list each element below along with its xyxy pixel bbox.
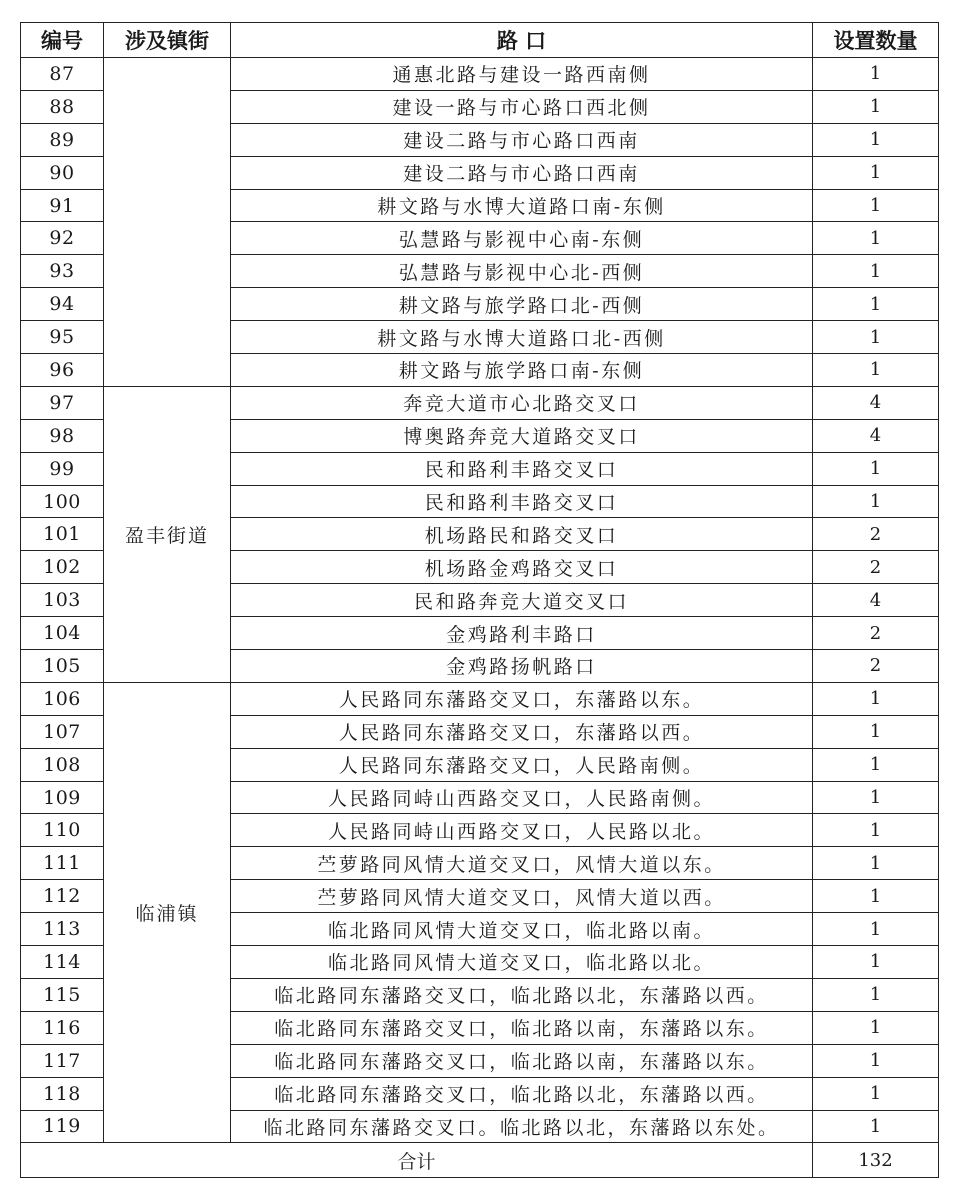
quantity-cell: 2 bbox=[813, 551, 939, 584]
row-number: 93 bbox=[21, 255, 104, 288]
intersection-cell: 临北路同风情大道交叉口，临北路以南。 bbox=[231, 913, 813, 946]
header-intersection: 路 口 bbox=[231, 23, 813, 58]
quantity-cell: 1 bbox=[813, 1077, 939, 1110]
row-number: 112 bbox=[21, 880, 104, 913]
table-row bbox=[21, 386, 939, 419]
intersection-cell: 临北路同东藩路交叉口。临北路以北，东藩路以东处。 bbox=[231, 1110, 813, 1143]
total-label: 合计 bbox=[21, 1143, 813, 1178]
quantity-cell: 1 bbox=[813, 978, 939, 1011]
row-number: 106 bbox=[21, 682, 104, 715]
quantity-cell: 1 bbox=[813, 781, 939, 814]
quantity-cell: 4 bbox=[813, 386, 939, 419]
intersection-cell: 人民路同峙山西路交叉口，人民路南侧。 bbox=[231, 781, 813, 814]
row-number: 117 bbox=[21, 1044, 104, 1077]
row-number: 109 bbox=[21, 781, 104, 814]
intersection-cell: 机场路民和路交叉口 bbox=[231, 518, 813, 551]
intersection-cell: 弘慧路与影视中心北-西侧 bbox=[231, 255, 813, 288]
town-cell: 临浦镇 bbox=[104, 682, 231, 1142]
intersection-cell: 耕文路与旅学路口北-西侧 bbox=[231, 288, 813, 321]
town-cell bbox=[104, 58, 231, 387]
quantity-cell: 4 bbox=[813, 584, 939, 617]
intersection-cell: 人民路同东藩路交叉口，东藩路以西。 bbox=[231, 715, 813, 748]
intersection-cell: 临北路同东藩路交叉口，临北路以北，东藩路以西。 bbox=[231, 978, 813, 1011]
row-number: 114 bbox=[21, 946, 104, 979]
row-number: 99 bbox=[21, 452, 104, 485]
row-number: 100 bbox=[21, 485, 104, 518]
quantity-cell: 4 bbox=[813, 419, 939, 452]
intersection-cell: 金鸡路利丰路口 bbox=[231, 617, 813, 650]
quantity-cell: 1 bbox=[813, 748, 939, 781]
quantity-cell: 1 bbox=[813, 222, 939, 255]
row-number: 95 bbox=[21, 321, 104, 354]
row-number: 115 bbox=[21, 978, 104, 1011]
row-number: 101 bbox=[21, 518, 104, 551]
row-number: 103 bbox=[21, 584, 104, 617]
row-number: 97 bbox=[21, 386, 104, 419]
quantity-cell: 1 bbox=[813, 946, 939, 979]
quantity-cell: 1 bbox=[813, 880, 939, 913]
intersection-table bbox=[20, 22, 939, 1178]
total-value: 132 bbox=[813, 1143, 939, 1178]
intersection-cell: 建设一路与市心路口西北侧 bbox=[231, 90, 813, 123]
intersection-cell: 建设二路与市心路口西南 bbox=[231, 156, 813, 189]
total-row bbox=[21, 1143, 939, 1178]
row-number: 110 bbox=[21, 814, 104, 847]
quantity-cell: 1 bbox=[813, 682, 939, 715]
quantity-cell: 2 bbox=[813, 518, 939, 551]
intersection-cell: 苎萝路同风情大道交叉口，风情大道以西。 bbox=[231, 880, 813, 913]
intersection-cell: 人民路同东藩路交叉口，东藩路以东。 bbox=[231, 682, 813, 715]
quantity-cell: 1 bbox=[813, 189, 939, 222]
intersection-cell: 耕文路与水博大道路口北-西侧 bbox=[231, 321, 813, 354]
town-cell: 盈丰街道 bbox=[104, 386, 231, 682]
intersection-cell: 民和路利丰路交叉口 bbox=[231, 485, 813, 518]
row-number: 102 bbox=[21, 551, 104, 584]
intersection-cell: 博奥路奔竞大道路交叉口 bbox=[231, 419, 813, 452]
row-number: 107 bbox=[21, 715, 104, 748]
row-number: 89 bbox=[21, 123, 104, 156]
quantity-cell: 1 bbox=[813, 321, 939, 354]
row-number: 87 bbox=[21, 58, 104, 91]
header-town: 涉及镇街 bbox=[104, 23, 231, 58]
quantity-cell: 1 bbox=[813, 715, 939, 748]
quantity-cell: 1 bbox=[813, 1110, 939, 1143]
quantity-cell: 1 bbox=[813, 485, 939, 518]
intersection-cell: 通惠北路与建设一路西南侧 bbox=[231, 58, 813, 91]
quantity-cell: 1 bbox=[813, 1011, 939, 1044]
table-body bbox=[21, 58, 939, 1143]
quantity-cell: 1 bbox=[813, 288, 939, 321]
quantity-cell: 1 bbox=[813, 255, 939, 288]
row-number: 94 bbox=[21, 288, 104, 321]
row-number: 98 bbox=[21, 419, 104, 452]
quantity-cell: 1 bbox=[813, 90, 939, 123]
intersection-cell: 金鸡路扬帆路口 bbox=[231, 650, 813, 683]
quantity-cell: 1 bbox=[813, 354, 939, 387]
intersection-cell: 人民路同东藩路交叉口，人民路南侧。 bbox=[231, 748, 813, 781]
intersection-cell: 民和路利丰路交叉口 bbox=[231, 452, 813, 485]
row-number: 96 bbox=[21, 354, 104, 387]
intersection-cell: 耕文路与水博大道路口南-东侧 bbox=[231, 189, 813, 222]
quantity-cell: 1 bbox=[813, 123, 939, 156]
header-number: 编号 bbox=[21, 23, 104, 58]
row-number: 108 bbox=[21, 748, 104, 781]
intersection-cell: 耕文路与旅学路口南-东侧 bbox=[231, 354, 813, 387]
row-number: 92 bbox=[21, 222, 104, 255]
quantity-cell: 1 bbox=[813, 58, 939, 91]
row-number: 119 bbox=[21, 1110, 104, 1143]
row-number: 116 bbox=[21, 1011, 104, 1044]
intersection-cell: 人民路同峙山西路交叉口，人民路以北。 bbox=[231, 814, 813, 847]
intersection-cell: 弘慧路与影视中心南-东侧 bbox=[231, 222, 813, 255]
intersection-cell: 临北路同东藩路交叉口，临北路以北，东藩路以西。 bbox=[231, 1077, 813, 1110]
intersection-cell: 临北路同东藩路交叉口，临北路以南，东藩路以东。 bbox=[231, 1011, 813, 1044]
table-row bbox=[21, 58, 939, 91]
quantity-cell: 1 bbox=[813, 847, 939, 880]
intersection-cell: 临北路同风情大道交叉口，临北路以北。 bbox=[231, 946, 813, 979]
header-row bbox=[21, 23, 939, 58]
row-number: 105 bbox=[21, 650, 104, 683]
intersection-cell: 民和路奔竞大道交叉口 bbox=[231, 584, 813, 617]
intersection-cell: 临北路同东藩路交叉口，临北路以南，东藩路以东。 bbox=[231, 1044, 813, 1077]
row-number: 104 bbox=[21, 617, 104, 650]
quantity-cell: 1 bbox=[813, 913, 939, 946]
header-quantity: 设置数量 bbox=[813, 23, 939, 58]
row-number: 118 bbox=[21, 1077, 104, 1110]
quantity-cell: 2 bbox=[813, 617, 939, 650]
row-number: 113 bbox=[21, 913, 104, 946]
row-number: 88 bbox=[21, 90, 104, 123]
quantity-cell: 2 bbox=[813, 650, 939, 683]
intersection-cell: 机场路金鸡路交叉口 bbox=[231, 551, 813, 584]
table-row bbox=[21, 682, 939, 715]
quantity-cell: 1 bbox=[813, 814, 939, 847]
intersection-cell: 奔竞大道市心北路交叉口 bbox=[231, 386, 813, 419]
intersection-cell: 苎萝路同风情大道交叉口，风情大道以东。 bbox=[231, 847, 813, 880]
quantity-cell: 1 bbox=[813, 1044, 939, 1077]
row-number: 90 bbox=[21, 156, 104, 189]
row-number: 111 bbox=[21, 847, 104, 880]
row-number: 91 bbox=[21, 189, 104, 222]
quantity-cell: 1 bbox=[813, 156, 939, 189]
intersection-cell: 建设二路与市心路口西南 bbox=[231, 123, 813, 156]
quantity-cell: 1 bbox=[813, 452, 939, 485]
